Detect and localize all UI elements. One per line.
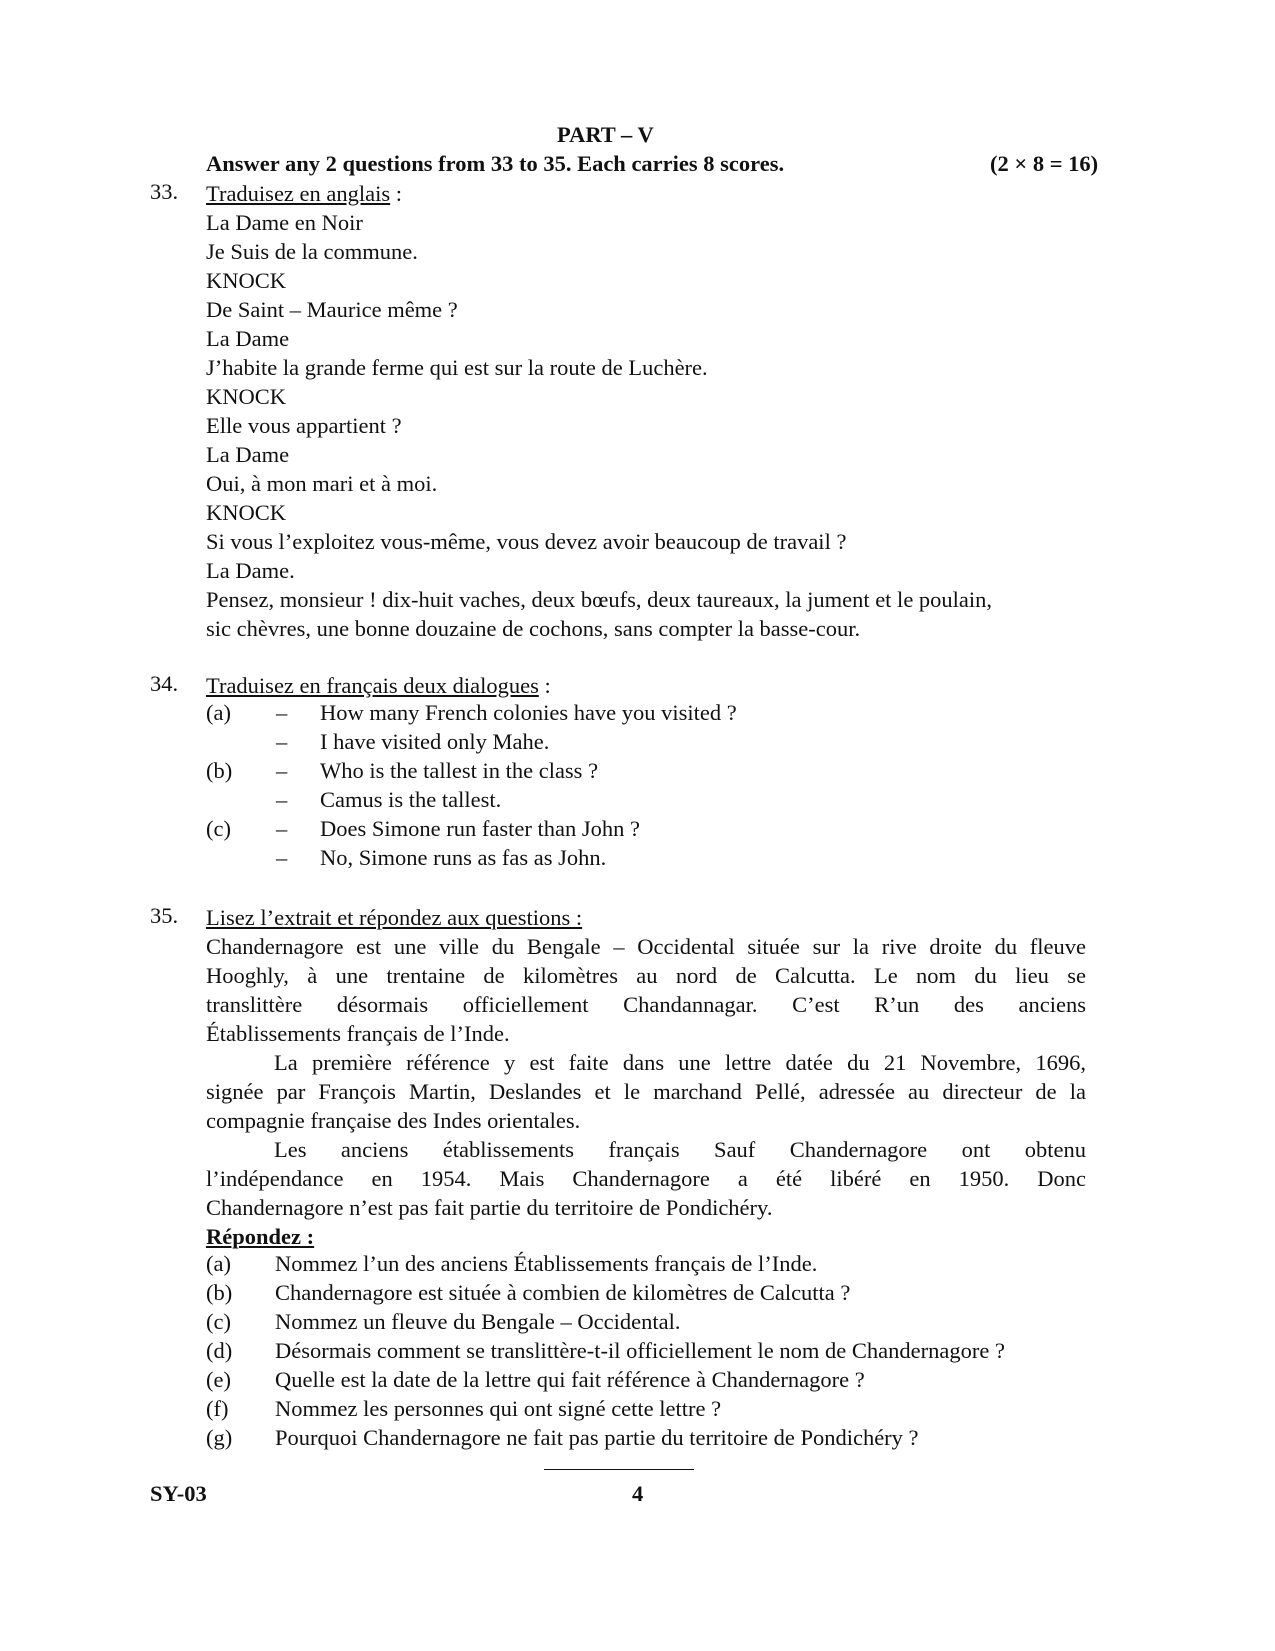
dash: – (276, 816, 288, 841)
dialogue-line: KNOCK (206, 268, 287, 293)
question-label: (a) (206, 1251, 231, 1276)
question-title: Traduisez en anglais : (206, 181, 403, 206)
question-number: 33. (150, 179, 179, 204)
question-label: (e) (206, 1367, 231, 1392)
dialogue-line: Pensez, monsieur ! dix-huit vaches, deux bœufs, deux taureaux, la jument et le poulain, (206, 587, 993, 612)
paper-code: SY-03 (150, 1481, 207, 1506)
dash: – (276, 700, 288, 725)
dialogue-line: J’habite la grande ferme qui est sur la route de Luchère. (206, 355, 708, 380)
page-number: 4 (632, 1481, 644, 1506)
dialogue-line: sic chèvres, une bonne douzaine de cochons, sans compter la basse-cour. (206, 616, 861, 641)
question-title: Traduisez en français deux dialogues : (206, 673, 551, 698)
question-label: (g) (206, 1425, 233, 1450)
sub-question: Chandernagore est située à combien de kilomètres de Calcutta ? (275, 1280, 851, 1305)
dialogue-line: La Dame en Noir (206, 210, 363, 235)
dialogue-line: Who is the tallest in the class ? (320, 758, 599, 783)
dash: – (276, 787, 288, 812)
dialogue-line: La Dame. (206, 558, 295, 583)
dialogue-line: I have visited only Mahe. (320, 729, 550, 754)
sub-question: Nommez l’un des anciens Établissements français de l’Inde. (275, 1251, 818, 1276)
dialogue-line: Oui, à mon mari et à moi. (206, 471, 438, 496)
question-label: (c) (206, 1309, 231, 1334)
sub-question: Pourquoi Chandernagore ne fait pas partie du territoire de Pondichéry ? (275, 1425, 919, 1450)
dialogue-line: No, Simone runs as fas as John. (320, 845, 607, 870)
dialogue-line: Je Suis de la commune. (206, 239, 418, 264)
dialogue-line: Camus is the tallest. (320, 787, 502, 812)
sub-question: Quelle est la date de la lettre qui fait référence à Chandernagore ? (275, 1367, 865, 1392)
dash: – (276, 758, 288, 783)
sub-question: Désormais comment se translittère-t-il officiellement le nom de Chandernagore ? (275, 1338, 1005, 1363)
answer-heading: Répondez : (206, 1224, 315, 1249)
sub-question: Nommez un fleuve du Bengale – Occidental. (275, 1309, 681, 1334)
dialogue-line: Does Simone run faster than John ? (320, 816, 640, 841)
instruction-text: Answer any 2 questions from 33 to 35. Each carries 8 scores. (206, 151, 785, 176)
question-number: 35. (150, 903, 179, 928)
dash: – (276, 729, 288, 754)
end-rule (544, 1469, 694, 1470)
question-label: (f) (206, 1396, 229, 1421)
question-number: 34. (150, 671, 179, 696)
dialogue-line: La Dame (206, 326, 290, 351)
passage-paragraph: Les anciens établissements français Sauf Chandernagore ont obtenu l’indépendance en 1954. Mais Chandernagore a été libéré en 1950. Donc Chandernagore n’est pas fait partie du territoire de Pondichéry. (206, 1137, 1086, 1220)
dialogue-line: How many French colonies have you visited ? (320, 700, 737, 725)
item-label: (b) (206, 758, 233, 783)
dialogue-line: KNOCK (206, 500, 287, 525)
item-label: (c) (206, 816, 231, 841)
dash: – (276, 845, 288, 870)
marks-text: (2 × 8 = 16) (990, 151, 1099, 176)
dialogue-line: La Dame (206, 442, 290, 467)
dialogue-line: Elle vous appartient ? (206, 413, 402, 438)
dialogue-line: De Saint – Maurice même ? (206, 297, 458, 322)
passage-paragraph: La première référence y est faite dans une lettre datée du 21 Novembre, 1696, signée par François Martin, Deslandes et le marchand Pellé, adressée au directeur de la compagnie française des Indes orientales. (206, 1050, 1086, 1133)
part-heading: PART – V (557, 122, 654, 147)
sub-question: Nommez les personnes qui ont signé cette lettre ? (275, 1396, 722, 1421)
dialogue-line: KNOCK (206, 384, 287, 409)
question-label: (b) (206, 1280, 233, 1305)
dialogue-line: Si vous l’exploitez vous-même, vous devez avoir beaucoup de travail ? (206, 529, 847, 554)
question-title: Lisez l’extrait et répondez aux questions : (206, 905, 583, 930)
item-label: (a) (206, 700, 231, 725)
question-label: (d) (206, 1338, 233, 1363)
passage-paragraph: Chandernagore est une ville du Bengale – Occidental située sur la rive droite du fleuve Hooghly, à une trentaine de kilomètres au nord de Calcutta. Le nom du lieu se translittère désormais officiellement Chandannagar. C’est R’un des anciens Établissements français de l’Inde. (206, 934, 1086, 1046)
